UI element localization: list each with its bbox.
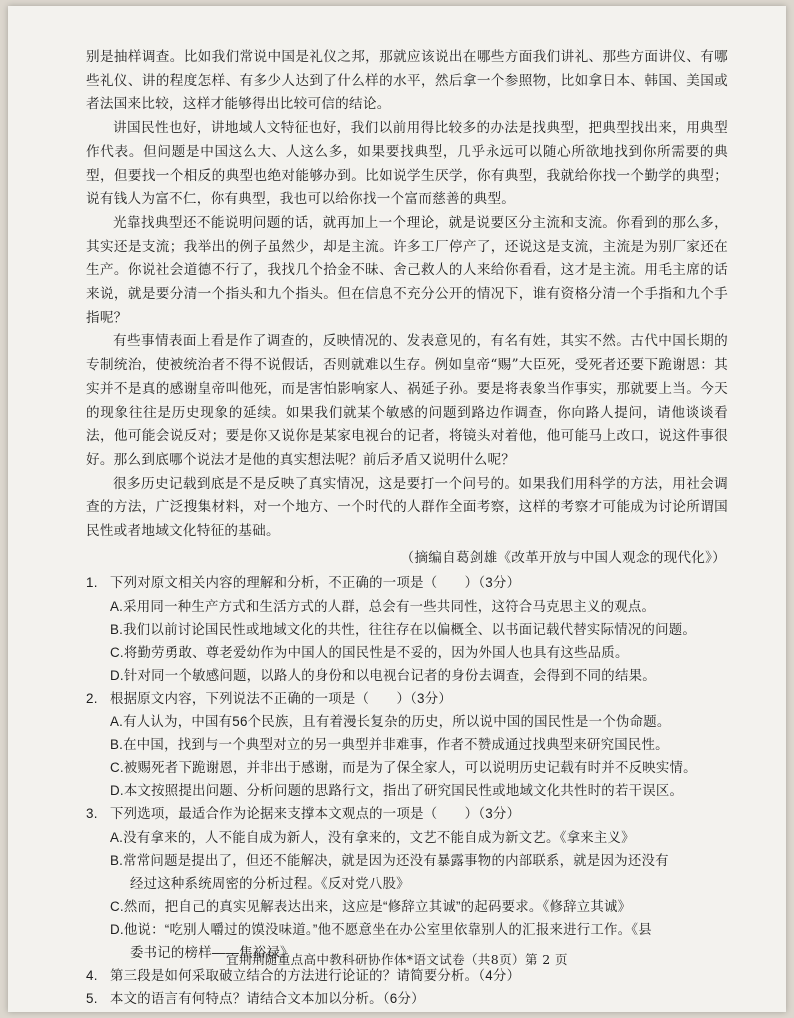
question-stem: 下列对原文相关内容的理解和分析，不正确的一项是（ ）（3分） <box>110 575 521 591</box>
option-b: B.我们以前讨论国民性或地域文化的共性，往往存在以偏概全、以书面记载代替实际情况的问题。 <box>110 621 697 637</box>
page-footer: 宜荆荆随重点高中教科研协作体*语文试卷（共8页）第 2 页 <box>226 952 568 967</box>
source-citation: （摘编自葛剑雄《改革开放与中国人观念的现代化》） <box>400 549 726 566</box>
question-3 <box>86 802 728 964</box>
option-c: C.被赐死者下跪谢恩，并非出于感谢，而是为了保全家人，可以说明历史记载有时并不反映实情。 <box>110 760 697 776</box>
question-number: 2. <box>86 690 98 706</box>
option-text-continued: 经过这种系统周密的分析过程。《反对党八股》 <box>130 875 410 891</box>
question-number: 4. <box>86 968 98 984</box>
option-b <box>86 849 728 895</box>
option-text: C.然而，把自己的真实见解表达出来，这应是“修辞立其诚”的起码要求。《修辞立其诚》 <box>110 898 632 914</box>
question-stem: 根据原文内容，下列说法不正确的一项是（ ）（3分） <box>110 690 453 706</box>
question-1 <box>86 571 728 686</box>
option-a <box>86 826 728 849</box>
option-c: C.将勤劳勇敢、尊老爱幼作为中国人的国民性是不妥的，因为外国人也具有这些品质。 <box>110 644 629 660</box>
option-d: D.本文按照提出问题、分析问题的思路行文，指出了研究国民性或地域文化共性时的若干误区。 <box>110 783 684 799</box>
option-c <box>86 895 728 918</box>
question-stem: 本文的语言有何特点？请结合文本加以分析。（6分） <box>110 991 425 1007</box>
passage-paragraph-3: 光靠找典型还不能说明问题的话，就再加上一个理论，就是说要区分主流和支流。你看到的那么多，其实还是支流；我举出的例子虽然少，却是主流。许多工厂停产了，还说这是支流，主流是为别厂家还在生产。你说社会道德不行了，我找几个拾金不昧、舍己救人的人来给你看看，这才是主流。用毛主席的话来说，就是要分清一个指头和九个指头。但在信息不充分公开的情况下，谁有资格分清一个手指和九个手指呢？ <box>86 214 728 326</box>
question-list <box>86 571 728 1010</box>
question-number: 1. <box>86 575 98 591</box>
passage-paragraph-4: 有些事情表面上看是作了调查的，反映情况的、发表意见的，有名有姓，其实不然。古代中国长期的专制统治，使被统治者不得不说假话，否则就难以生存。例如皇帝“赐”大臣死，受死者还要下跪谢恩：其实并不是真的感谢皇帝叫他死，而是害怕影响家人、祸延子孙。要是将表象当作事实，那就要上当。今天的现象往往是历史现象的延续。如果我们就某个敏感的问题到路边作调查，你向路人提问，请他谈谈看法，他可能会说反对；要是你又说你是某家电视台的记者，将镜头对着他，他可能马上改口，说这件事很好。那么到底哪个说法才是他的真实想法呢？前后矛盾又说明什么呢？ <box>86 333 728 468</box>
passage-paragraph-2: 讲国民性也好，讲地域人文特征也好，我们以前用得比较多的办法是找典型，把典型找出来，用典型作代表。但问题是中国这么大、人这么多，如果要找典型，几乎永远可以随心所欲地找到你所需要的典型，但要找一个相反的典型也绝对能够办到。比如说学生厌学，你有典型，我就给你找一个勤学的典型；说有钱人为富不仁，你有典型，我也可以给你找一个富而慈善的典型。 <box>86 120 728 208</box>
question-5 <box>86 987 728 1010</box>
option-text: A.没有拿来的，人不能自成为新人，没有拿来的，文艺不能自成为新文艺。《拿来主义》 <box>110 829 635 845</box>
question-stem: 第三段是如何采取破立结合的方法进行论证的？请简要分析。（4分） <box>110 968 521 984</box>
question-2 <box>86 687 728 802</box>
passage-paragraph-5: 很多历史记载到底是不是反映了真实情况，这是要打一个问号的。如果我们用科学的方法，用社会调查的方法，广泛搜集材料，对一个地方、一个时代的人群作全面考察，这样的考察才可能成为讨论所谓国民性或者地域文化特征的基础。 <box>86 475 728 540</box>
question-number: 5. <box>86 991 98 1007</box>
page-content <box>86 46 728 1010</box>
passage-paragraph-1: 别是抽样调查。比如我们常说中国是礼仪之邦，那就应该说出在哪些方面我们讲礼、那些方面讲仪、有哪些礼仪、讲的程度怎样、有多少人达到了什么样的水平，然后拿一个参照物，比如拿日本、韩国、美国或者法国来比较，这样才能够得出比较可信的结论。 <box>86 49 728 113</box>
option-d: D.针对同一个敏感问题，以路人的身份和以电视台记者的身份去调查，会得到不同的结果。 <box>110 667 656 683</box>
option-text-continued: 委书记的榜样——焦裕禄》 <box>130 944 294 960</box>
question-stem: 下列选项，最适合作为论据来支撑本文观点的一项是（ ）（3分） <box>110 806 521 822</box>
exam-page <box>8 6 786 1012</box>
question-number: 3. <box>86 806 98 822</box>
option-a: A.采用同一种生产方式和生活方式的人群，总会有一些共同性，这符合马克思主义的观点。 <box>110 598 656 614</box>
option-a: A.有人认为，中国有56个民族，且有着漫长复杂的历史，所以说中国的国民性是一个伪命题。 <box>110 714 671 730</box>
option-text: D.他说：“吃别人嚼过的馍没味道。”他不愿意坐在办公室里依靠别人的汇报来进行工作。《县 <box>110 921 652 937</box>
option-b: B.在中国，找到与一个典型对立的另一典型并非难事，作者不赞成通过找典型来研究国民性。 <box>110 737 669 753</box>
option-text: B.常常问题是提出了，但还不能解决，就是因为还没有暴露事物的内部联系，就是因为还没有 <box>110 852 669 868</box>
